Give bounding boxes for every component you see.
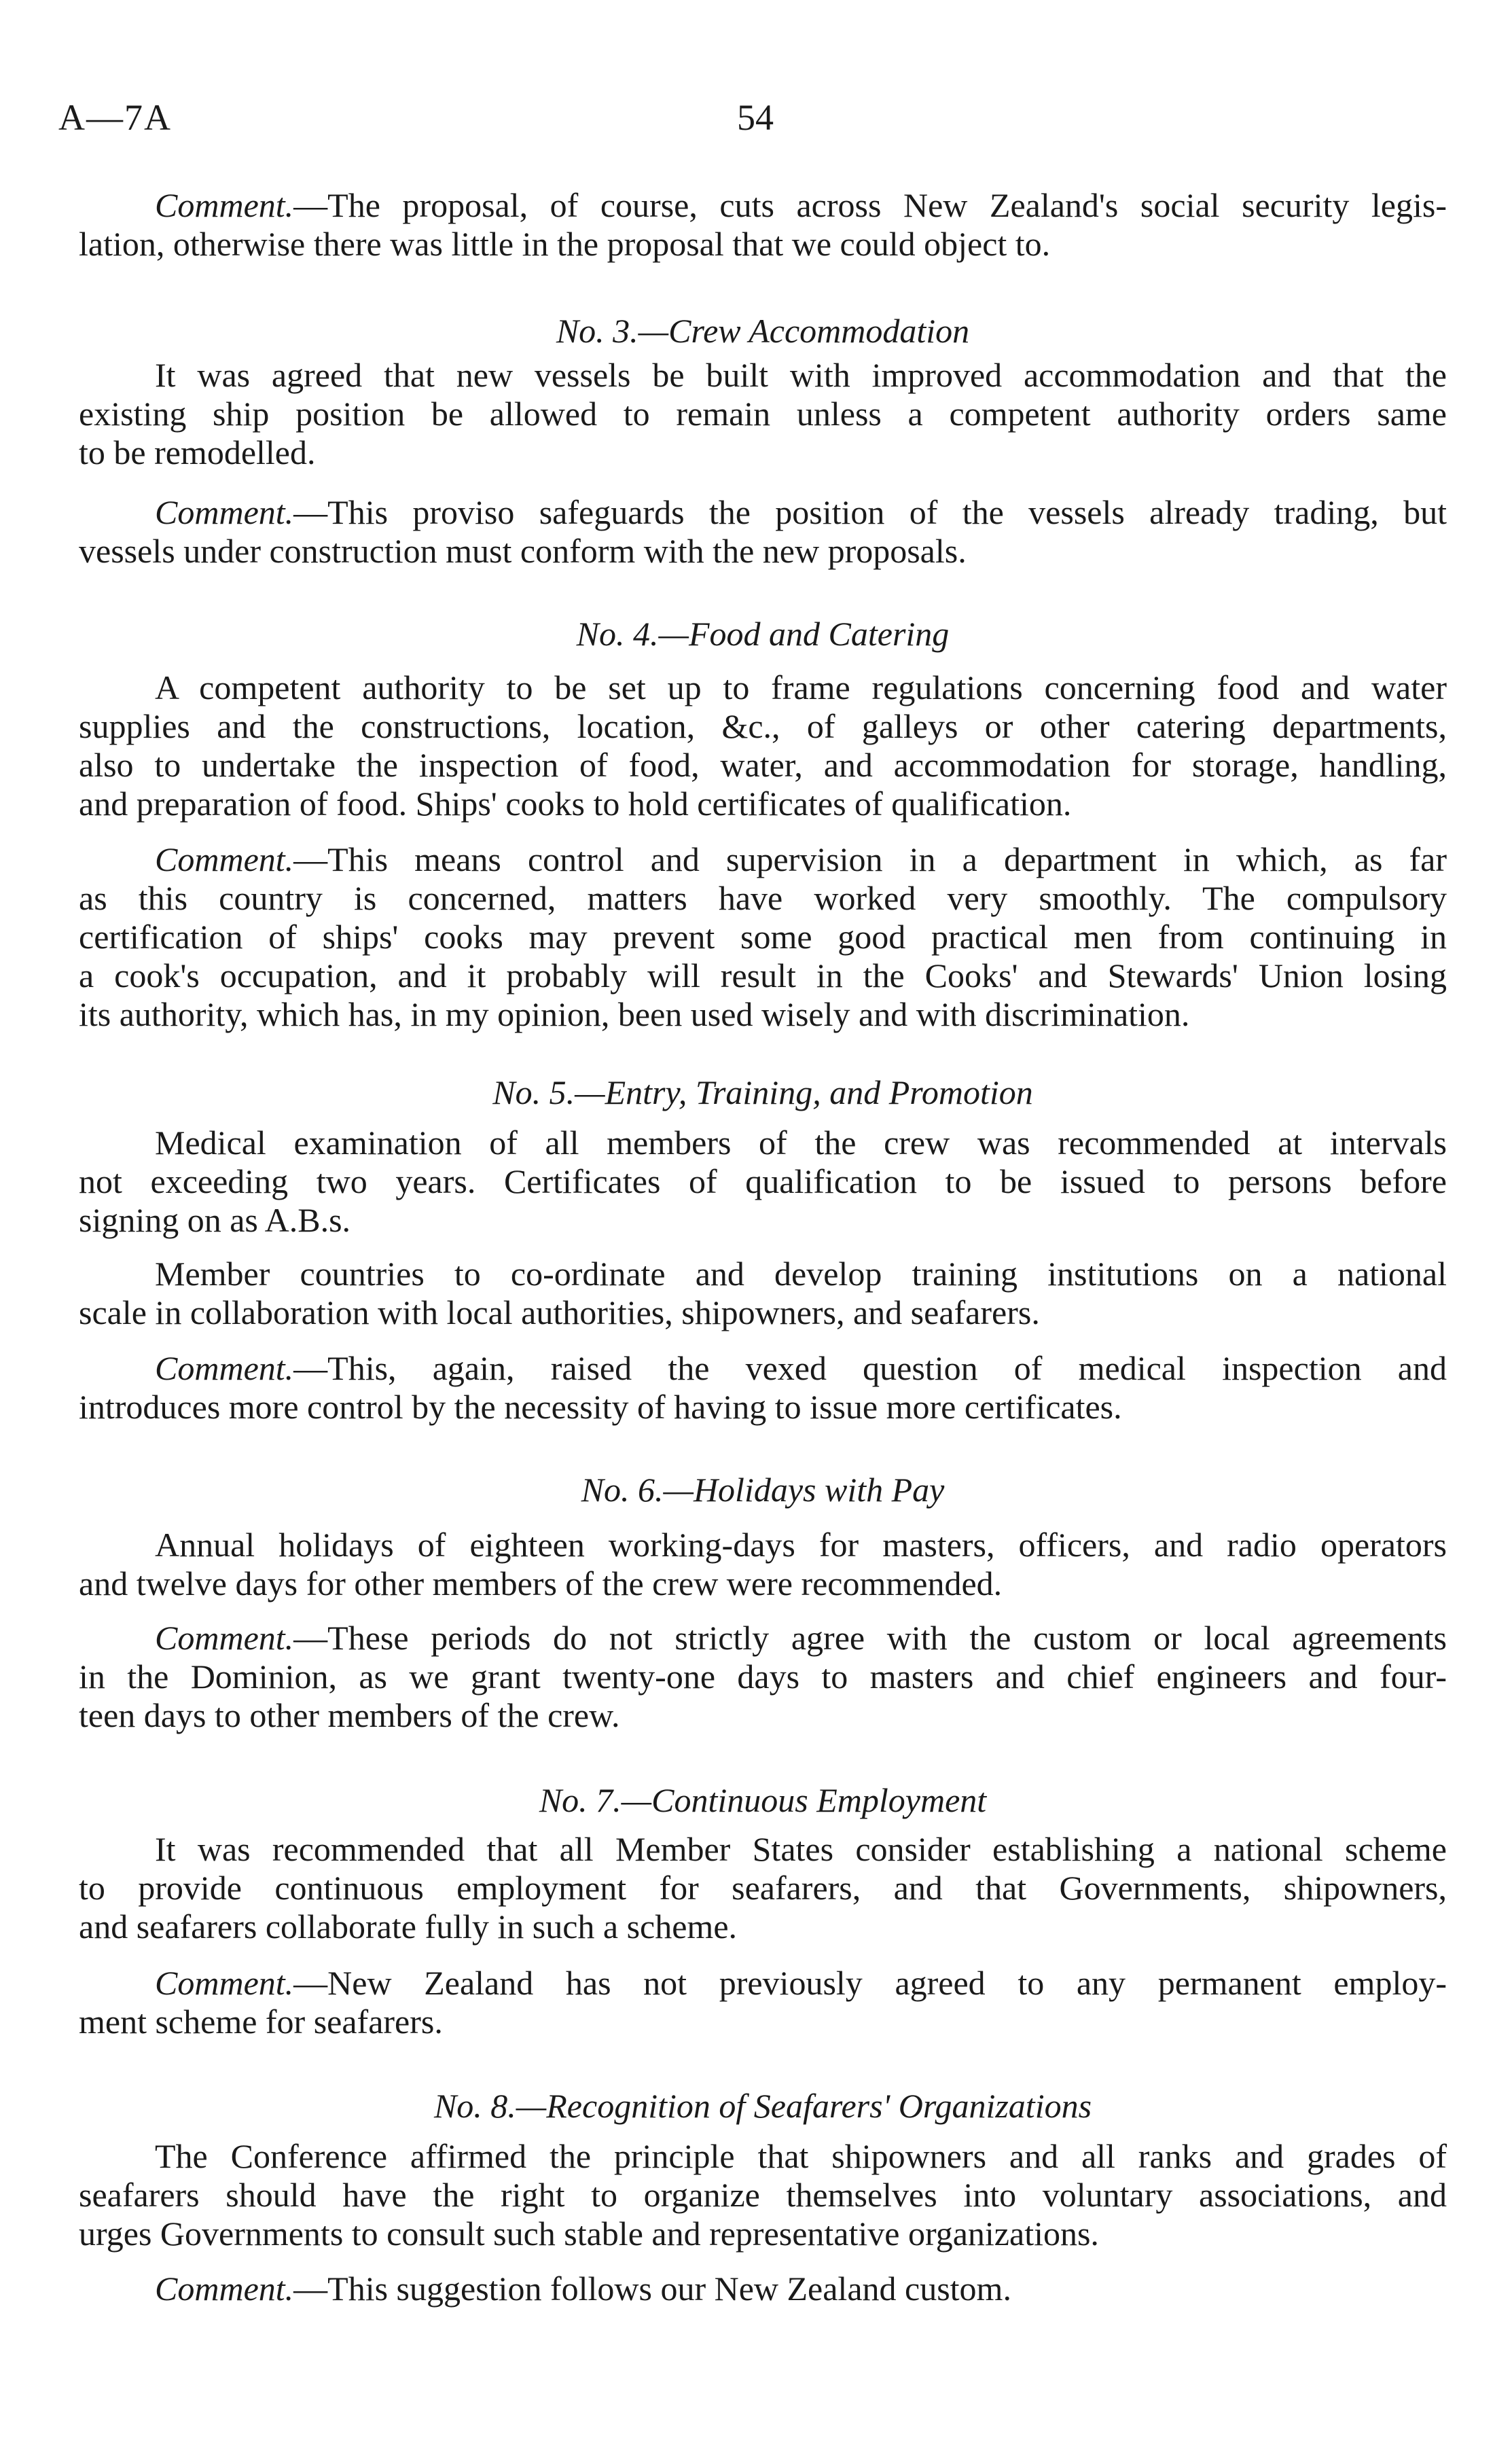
line-text: —This suggestion follows our New Zealand custom. (293, 2270, 1011, 2308)
paragraph (79, 2137, 1447, 2253)
comment-label: Comment. (155, 1964, 294, 2002)
section-heading: No. 3.—Crew Accommodation (556, 312, 970, 350)
section-heading: No. 8.—Recognition of Seafarers' Organizations (433, 2087, 1092, 2125)
comment-paragraph (79, 2270, 1447, 2308)
paragraph (79, 356, 1447, 472)
text-line (79, 225, 1447, 264)
text-line (79, 1869, 1447, 1907)
comment-paragraph (79, 1349, 1447, 1427)
text-line (79, 918, 1447, 956)
paragraph (79, 1526, 1447, 1603)
line-text: —This proviso safeguards the position of the vessels already trading, but (293, 493, 1447, 531)
text-line (79, 532, 1447, 571)
line-text: in the Dominion, as we grant twenty-one days to masters and chief engineers and four- (79, 1657, 1447, 1696)
section-heading: No. 5.—Entry, Training, and Promotion (492, 1073, 1033, 1111)
document-series-code: A—7A (58, 97, 172, 138)
text-line (79, 879, 1447, 918)
section-heading: No. 6.—Holidays with Pay (581, 1471, 945, 1509)
text-line (79, 1201, 1447, 1240)
text-line (79, 1907, 1447, 1946)
line-text: signing on as A.B.s. (79, 1201, 351, 1239)
line-text: urges Governments to consult such stable and representative organizations. (79, 2215, 1099, 2253)
line-text: supplies and the constructions, location, &c., of galleys or other catering departments, (79, 707, 1447, 745)
line-text: certification of ships' cooks may prevent some good practical men from continuing in (79, 918, 1447, 956)
text-line (79, 493, 1447, 532)
line-text: —This, again, raised the vexed question of medical inspection and (293, 1349, 1447, 1387)
text-line (79, 956, 1447, 995)
text-line (79, 1255, 1447, 1293)
paragraph (79, 1830, 1447, 1946)
text-line (79, 395, 1447, 433)
text-line (79, 1964, 1447, 2003)
comment-label: Comment. (155, 1619, 294, 1657)
line-text: and preparation of food. Ships' cooks to hold certificates of qualification. (79, 785, 1072, 823)
line-text: not exceeding two years. Certificates of qualification to be issued to persons before (79, 1162, 1447, 1200)
text-line (79, 840, 1447, 879)
text-line (79, 785, 1447, 823)
line-text: introduces more control by the necessity of having to issue more certificates. (79, 1388, 1122, 1426)
comment-label: Comment. (155, 493, 294, 531)
comment-paragraph (79, 493, 1447, 571)
text-line (79, 186, 1447, 225)
text-line (79, 2270, 1447, 2308)
text-line (79, 746, 1447, 785)
line-text: scale in collaboration with local authorities, shipowners, and seafarers. (79, 1293, 1040, 1331)
comment-label: Comment. (155, 2270, 294, 2308)
line-text: The Conference affirmed the principle that shipowners and all ranks and grades of (155, 2137, 1447, 2175)
line-text: and twelve days for other members of the crew were recommended. (79, 1564, 1003, 1602)
paragraph (79, 1124, 1447, 1240)
line-text: its authority, which has, in my opinion, been used wisely and with discrimination. (79, 995, 1190, 1033)
text-line (79, 2215, 1447, 2253)
line-text: and seafarers collaborate fully in such a scheme. (79, 1907, 738, 1946)
line-text: to provide continuous employment for seafarers, and that Governments, shipowners, (79, 1869, 1447, 1907)
text-line (79, 1564, 1447, 1603)
text-line (79, 1124, 1447, 1162)
text-line (79, 2176, 1447, 2215)
text-line (79, 2137, 1447, 2176)
line-text: Medical examination of all members of the crew was recommended at intervals (155, 1124, 1447, 1162)
text-line (79, 1696, 1447, 1735)
comment-label: Comment. (155, 840, 294, 878)
line-text: Member countries to co-ordinate and develop training institutions on a national (155, 1255, 1447, 1293)
comment-paragraph (79, 186, 1447, 264)
line-text: also to undertake the inspection of food, water, and accommodation for storage, handling, (79, 746, 1447, 784)
line-text: vessels under construction must conform with the new proposals. (79, 532, 967, 570)
line-text: —New Zealand has not previously agreed to any permanent employ- (293, 1964, 1447, 2002)
text-line (79, 1619, 1447, 1657)
line-text: to be remodelled. (79, 433, 316, 471)
section-heading: No. 4.—Food and Catering (576, 615, 950, 653)
comment-paragraph (79, 840, 1447, 1034)
text-line (79, 995, 1447, 1034)
line-text: —The proposal, of course, cuts across New Zealand's social security legis- (293, 186, 1447, 224)
paragraph (79, 1255, 1447, 1332)
comment-paragraph (79, 1619, 1447, 1735)
text-line (79, 707, 1447, 746)
text-line (79, 1293, 1447, 1332)
text-line (79, 1830, 1447, 1869)
line-text: teen days to other members of the crew. (79, 1696, 620, 1734)
text-line (79, 1349, 1447, 1388)
line-text: lation, otherwise there was little in the proposal that we could object to. (79, 225, 1051, 263)
line-text: a cook's occupation, and it probably will result in the Cooks' and Stewards' Union losing (79, 956, 1447, 994)
line-text: Annual holidays of eighteen working-days for masters, officers, and radio operators (155, 1526, 1447, 1564)
line-text: It was recommended that all Member States consider establishing a national scheme (155, 1830, 1447, 1868)
text-line (79, 433, 1447, 472)
line-text: seafarers should have the right to organize themselves into voluntary associations, and (79, 2176, 1447, 2214)
comment-label: Comment. (155, 186, 294, 224)
text-line (79, 1657, 1447, 1696)
line-text: —These periods do not strictly agree with the custom or local agreements (293, 1619, 1447, 1657)
line-text: existing ship position be allowed to remain unless a competent authority orders same (79, 395, 1447, 433)
line-text: as this country is concerned, matters have worked very smoothly. The compulsory (79, 879, 1447, 917)
comment-label: Comment. (155, 1349, 294, 1387)
section-heading: No. 7.—Continuous Employment (539, 1781, 987, 1819)
text-line (79, 668, 1447, 707)
text-line (79, 2003, 1447, 2041)
comment-paragraph (79, 1964, 1447, 2041)
paragraph (79, 668, 1447, 823)
text-line (79, 1526, 1447, 1564)
line-text: A competent authority to be set up to frame regulations concerning food and water (155, 668, 1447, 706)
text-line (79, 1388, 1447, 1427)
line-text: ment scheme for seafarers. (79, 2003, 443, 2041)
page-number: 54 (737, 97, 774, 138)
text-line (79, 1162, 1447, 1201)
line-text: —This means control and supervision in a department in which, as far (293, 840, 1447, 878)
line-text: It was agreed that new vessels be built with improved accommodation and that the (155, 356, 1447, 394)
text-line (79, 356, 1447, 395)
